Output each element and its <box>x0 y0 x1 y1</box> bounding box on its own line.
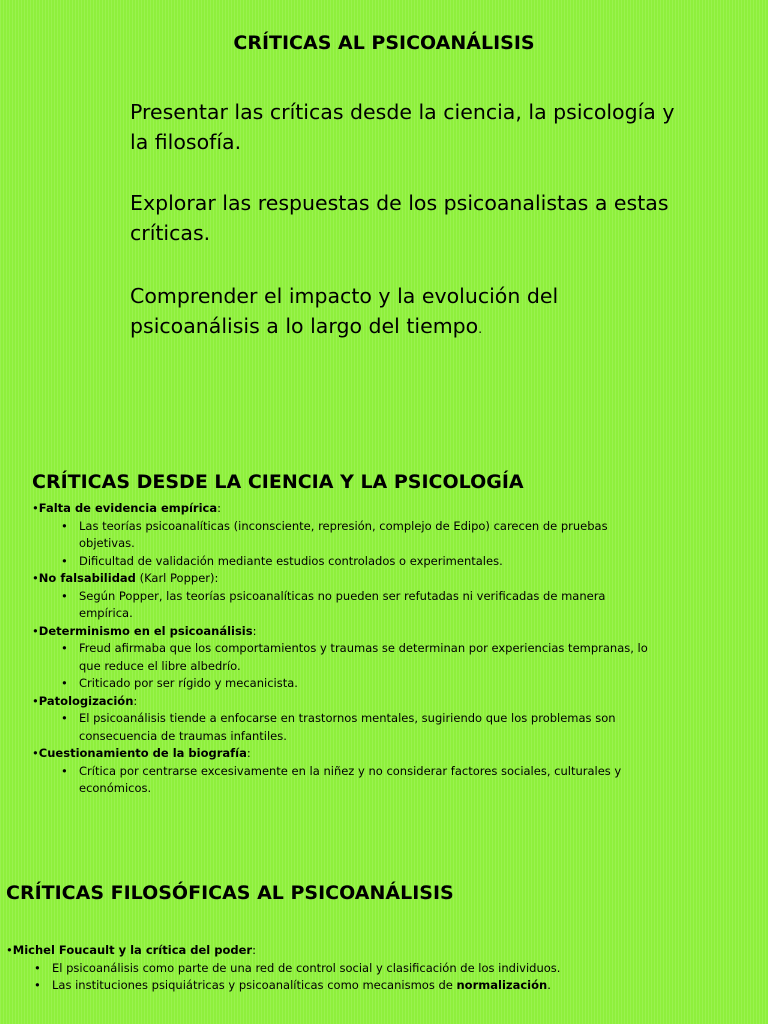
category-rest: : <box>252 943 256 957</box>
science-critiques-list <box>32 500 652 798</box>
list-item: • Criticado por ser rígido y mecanicista. <box>32 675 652 693</box>
list-item: • El psicoanálisis tiende a enfocarse en trastornos mentales, sugiriendo que los problemas son consecuencia de traumas infantiles. <box>32 710 652 745</box>
list-item: • Freud afirmaba que los comportamientos y traumas se determinan por experiencias tempranas, lo que reduce el libre albedrío. <box>32 640 652 675</box>
category-biography <box>32 745 652 763</box>
intro-paragraph-2: Explorar las respuestas de los psicoanalistas a estas críticas. <box>130 191 669 245</box>
section-heading-science: CRÍTICAS DESDE LA CIENCIA Y LA PSICOLOGÍA <box>32 471 524 493</box>
category-bullet: • <box>32 571 39 585</box>
category-biography-items <box>32 763 652 798</box>
category-title: No falsabilidad <box>38 571 136 585</box>
category-bullet: • <box>32 746 39 760</box>
category-evidence-items <box>32 518 652 571</box>
category-rest: : <box>252 623 257 638</box>
section-heading-philosophy: CRÍTICAS FILOSÓFICAS AL PSICOANÁLISIS <box>6 882 454 904</box>
intro-paragraph-1: Presentar las críticas desde la ciencia, la psicología y la filosofía. <box>130 100 675 154</box>
list-item: • Dificultad de validación mediante estudios controlados o experimentales. <box>32 553 652 571</box>
category-pathologization <box>32 693 652 711</box>
category-bullet: • <box>6 943 13 957</box>
list-item: • Las teorías psicoanalíticas (inconsciente, represión, complejo de Edipo) carecen de pruebas objetivas. <box>32 518 652 553</box>
category-title: Patologización <box>38 693 134 708</box>
category-rest: : <box>246 746 251 760</box>
category-determinism-items <box>32 640 652 693</box>
category-foucault-items <box>6 960 746 995</box>
list-item: • Crítica por centrarse excesivamente en la niñez y no considerar factores sociales, culturales y económicos. <box>32 763 652 798</box>
intro-trailing-dot: . <box>478 322 483 336</box>
category-foucault <box>6 942 746 960</box>
list-item <box>6 977 746 995</box>
category-falsifiability <box>32 570 652 588</box>
category-falsifiability-items <box>32 588 652 623</box>
category-title: Falta de evidencia empírica <box>38 501 218 515</box>
category-rest: : <box>133 693 138 708</box>
category-pathologization-items <box>32 710 652 745</box>
category-rest: : <box>217 501 221 515</box>
list-item-emphasis: normalización <box>456 978 548 992</box>
list-item-end: . <box>547 978 551 992</box>
category-title: Cuestionamiento de la biografía <box>38 746 247 760</box>
list-item-text: Las instituciones psiquiátricas y psicoanalíticas como mecanismos de <box>52 978 457 992</box>
category-bullet: • <box>32 693 39 708</box>
category-determinism <box>32 623 652 641</box>
category-title: Michel Foucault y la crítica del poder <box>12 943 253 957</box>
category-bullet: • <box>32 501 39 515</box>
category-title: Determinismo en el psicoanálisis <box>38 623 253 638</box>
category-bullet: • <box>32 623 39 638</box>
category-rest: (Karl Popper): <box>135 571 219 585</box>
page-title: CRÍTICAS AL PSICOANÁLISIS <box>233 32 535 54</box>
list-item: • Según Popper, las teorías psicoanalíticas no pueden ser refutadas ni verificadas de manera empírica. <box>32 588 652 623</box>
intro-paragraph-3-text: Comprender el impacto y la evolución del psicoanálisis a lo largo del tiempo <box>130 284 559 338</box>
philosophy-critiques-list <box>6 942 746 995</box>
list-item: • El psicoanálisis como parte de una red de control social y clasificación de los individuos. <box>6 960 746 978</box>
category-evidence <box>32 500 652 518</box>
intro-paragraph-3 <box>130 281 690 344</box>
